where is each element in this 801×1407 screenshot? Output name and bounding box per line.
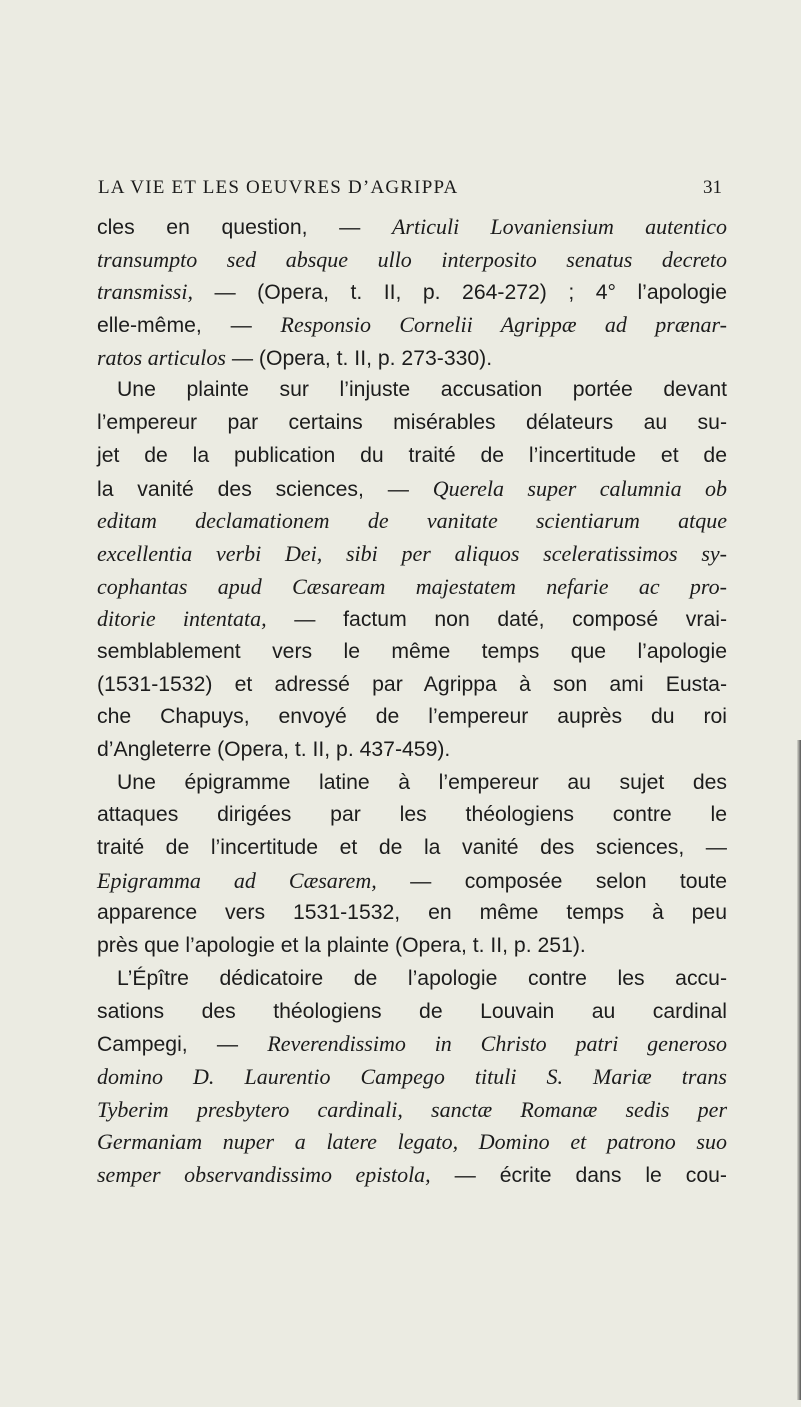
- italic-text: Articuli Lovaniensium autentico: [391, 214, 727, 239]
- text-segment: semblablement vers le même temps que l’apologie: [97, 639, 727, 663]
- italic-text: cophantas apud Cæsaream majestatem nefarie ac pro-: [97, 573, 727, 599]
- text-line: [97, 996, 727, 1029]
- text-line: [97, 473, 727, 506]
- text-line: [97, 701, 727, 734]
- italic-text: domino D. Laurentio Campego tituli S. Mariæ trans: [97, 1063, 727, 1089]
- italic-text: Epigramma ad Cæsarem,: [97, 867, 377, 893]
- text-segment: près que l’apologie et la plainte (Opera, t. II, p. 251).: [97, 934, 586, 958]
- italic-text: Responsio Cornelii Agrippæ ad prænar-: [280, 312, 727, 338]
- text-line: [97, 603, 727, 636]
- text-segment: — (Opera, t. II, p. 264-272) ; 4° l’apologie: [192, 281, 727, 305]
- text-line: [97, 342, 727, 375]
- page-edge-shadow: [797, 740, 801, 1400]
- text-segment: che Chapuys, envoyé de l’empereur auprès du roi: [97, 705, 727, 729]
- text-line: [97, 1159, 727, 1192]
- text-line: [97, 1094, 727, 1127]
- text-segment: Campegi, —: [97, 1033, 268, 1057]
- text-segment: jet de la publication du traité de l’incertitude et de: [97, 443, 727, 467]
- text-segment: L’Épître dédicatoire de l’apologie contre les accu-: [117, 966, 727, 990]
- text-line: [97, 374, 727, 407]
- page-number: 31: [703, 177, 722, 198]
- text-line: [97, 799, 727, 832]
- text-segment: attaques dirigées par les théologiens contre le: [97, 803, 727, 827]
- text-line: [97, 1028, 727, 1061]
- text-segment: — factum non daté, composé vrai-: [266, 608, 727, 632]
- italic-text: transumpto sed absque ullo interposito senatus decreto: [97, 246, 727, 272]
- text-line: [97, 407, 727, 440]
- text-line: [97, 571, 727, 604]
- text-segment: Une plainte sur l’injuste accusation portée devant: [117, 378, 727, 402]
- text-line: [97, 440, 727, 473]
- italic-text: semper observandissimo epistola,: [97, 1161, 431, 1187]
- italic-text: Querela super calumnia ob: [432, 475, 727, 501]
- text-line: [97, 1126, 727, 1159]
- text-line: [97, 244, 727, 277]
- text-line: [97, 211, 727, 244]
- text-segment: d’Angleterre (Opera, t. II, p. 437-459).: [97, 738, 451, 761]
- text-line: [97, 669, 727, 702]
- text-segment: traité de l’incertitude et de la vanité des sciences, —: [97, 836, 727, 860]
- text-segment: la vanité des sciences, —: [97, 477, 433, 501]
- running-title: LA VIE ET LES OEUVRES D’AGRIPPA: [98, 177, 459, 198]
- italic-text: transmissi,: [97, 279, 193, 305]
- text-line: [97, 734, 727, 767]
- text-segment: — écrite dans le cou-: [430, 1163, 727, 1187]
- italic-text: editam declamationem de vanitate scientiarum atque: [97, 508, 727, 534]
- italic-text: ratos articulos: [97, 344, 226, 370]
- text-segment: l’empereur par certains misérables délateurs au su-: [97, 411, 727, 435]
- text-line: [97, 930, 727, 963]
- text-line: [97, 309, 727, 342]
- italic-text: Tyberim presbytero cardinali, sanctæ Romanæ sedis per: [97, 1096, 727, 1122]
- text-line: [97, 832, 727, 865]
- text-line: [97, 538, 727, 571]
- text-line: [97, 505, 727, 538]
- text-segment: (1531-1532) et adressé par Agrippa à son ami Eusta-: [97, 672, 727, 696]
- text-segment: — composée selon toute: [376, 869, 728, 893]
- italic-text: ditorie intentata,: [97, 606, 267, 632]
- italic-text: Germaniam nuper a latere legato, Domino et patrono suo: [97, 1129, 727, 1155]
- text-segment: cles en question, —: [97, 216, 392, 239]
- text-line: [97, 636, 727, 669]
- text-line: [97, 276, 727, 309]
- italic-text: Reverendissimo in Christo patri generoso: [267, 1031, 728, 1057]
- text-line: [97, 767, 727, 800]
- text-line: [97, 1061, 727, 1094]
- body-text: [97, 211, 727, 1192]
- italic-text: excellentia verbi Dei, sibi per aliquos sceleratissimos sy-: [97, 540, 727, 566]
- text-segment: — (Opera, t. II, p. 273-330).: [225, 346, 493, 370]
- text-segment: sations des théologiens de Louvain au cardinal: [97, 999, 727, 1023]
- text-line: [97, 865, 727, 898]
- text-line: [97, 963, 727, 996]
- text-segment: elle-même, —: [97, 314, 281, 338]
- text-segment: apparence vers 1531-1532, en même temps à peu: [97, 901, 727, 925]
- text-line: [97, 897, 727, 930]
- text-segment: Une épigramme latine à l’empereur au sujet des: [117, 770, 727, 794]
